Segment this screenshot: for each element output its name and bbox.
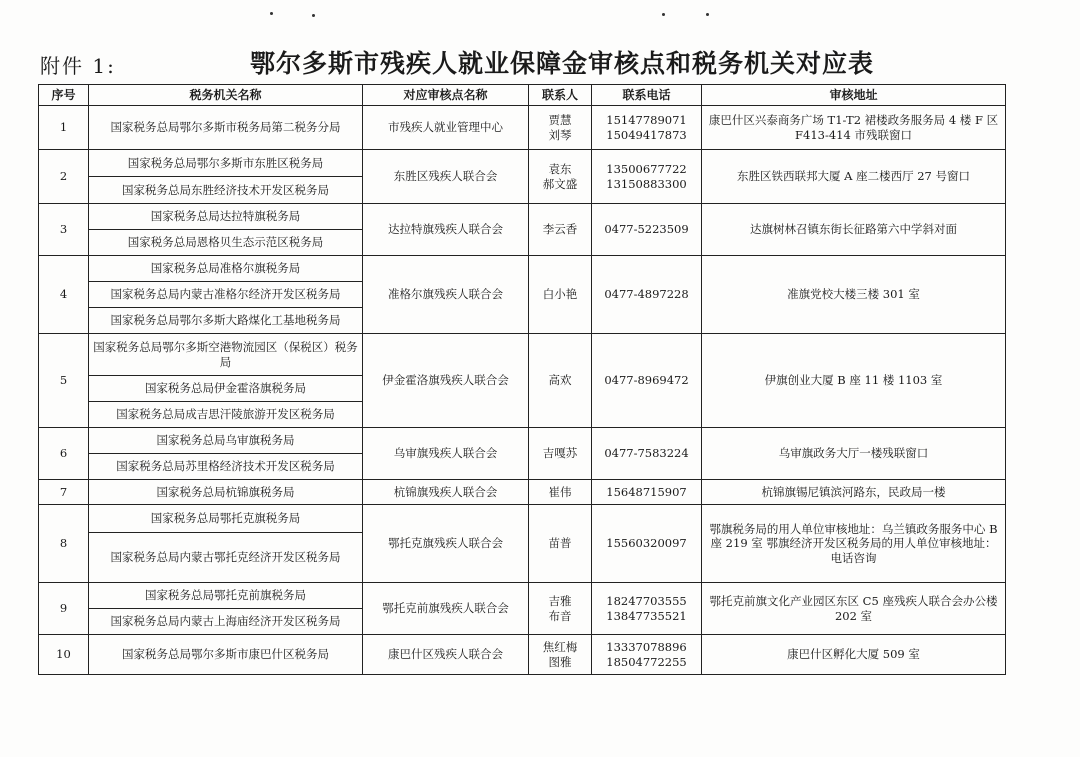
tax-office: 国家税务总局苏里格经济技术开发区税务局 [89,454,363,480]
contact [529,583,592,635]
review-point: 康巴什区残疾人联合会 [363,635,529,675]
tax-office: 国家税务总局乌审旗税务局 [89,428,363,454]
phone-number: 13150883300 [606,176,687,191]
contact-name: 贾慧 [548,113,572,128]
review-point: 杭锦旗残疾人联合会 [363,480,529,505]
row-no: 5 [39,334,89,428]
tax-office: 国家税务总局恩格贝生态示范区税务局 [89,230,363,256]
table-row [39,635,1006,675]
contact [529,150,592,204]
header-no: 序号 [39,85,89,106]
scan-dot [662,13,665,16]
phone-number: 15147789071 [606,113,687,128]
row-no: 9 [39,583,89,635]
tax-office: 国家税务总局成吉思汗陵旅游开发区税务局 [89,402,363,428]
tax-office: 国家税务总局伊金霍洛旗税务局 [89,376,363,402]
header-phone: 联系电话 [592,85,702,106]
tax-office: 国家税务总局鄂尔多斯大路煤化工基地税务局 [89,308,363,334]
review-point: 鄂托克旗残疾人联合会 [363,505,529,583]
scan-dot [706,13,709,16]
header-review-point: 对应审核点名称 [363,85,529,106]
tax-office: 国家税务总局内蒙古上海庙经济开发区税务局 [89,609,363,635]
review-point: 伊金霍洛旗残疾人联合会 [363,334,529,428]
review-point: 东胜区残疾人联合会 [363,150,529,204]
row-no: 1 [39,106,89,150]
contact: 吉嘎苏 [529,428,592,480]
table-row [39,428,1006,454]
header-contact: 联系人 [529,85,592,106]
contact [529,106,592,150]
phone: 0477-4897228 [592,256,702,334]
table-row [39,106,1006,150]
table-row [39,505,1006,533]
correspondence-table [38,84,1006,675]
scan-dot [312,14,315,17]
table-row [39,150,1006,177]
document-header [40,40,1040,90]
header-tax-office: 税务机关名称 [89,85,363,106]
table-row [39,204,1006,230]
phone [592,635,702,675]
row-no: 3 [39,204,89,256]
table-row [39,256,1006,282]
phone: 0477-8969472 [592,334,702,428]
tax-office: 国家税务总局杭锦旗税务局 [89,480,363,505]
address: 康巴什区兴泰商务广场 T1-T2 裙楼政务服务局 4 楼 F 区 F413-414 市残联窗口 [702,106,1006,150]
contact: 高欢 [529,334,592,428]
phone-number: 18504772255 [606,654,687,669]
review-point: 准格尔旗残疾人联合会 [363,256,529,334]
contact-name: 布音 [548,608,572,623]
contact: 白小艳 [529,256,592,334]
phone: 15648715907 [592,480,702,505]
address: 东胜区铁西联邦大厦 A 座二楼西厅 27 号窗口 [702,150,1006,204]
address: 杭锦旗锡尼镇滨河路东，民政局一楼 [702,480,1006,505]
phone [592,106,702,150]
contact-name: 刘琴 [548,127,572,142]
scan-marks [0,10,1080,24]
attachment-label: 附件 1: [40,54,116,78]
contact: 崔伟 [529,480,592,505]
table-header-row [39,85,1006,106]
address: 鄂旗税务局的用人单位审核地址：乌兰镇政务服务中心 B 座 219 室 鄂旗经济开发区税务局的用人单位审核地址：电话咨询 [702,505,1006,583]
review-point: 鄂托克前旗残疾人联合会 [363,583,529,635]
contact [529,635,592,675]
tax-office: 国家税务总局鄂尔多斯市康巴什区税务局 [89,635,363,675]
phone [592,583,702,635]
row-no: 7 [39,480,89,505]
address: 达旗树林召镇东街长征路第六中学斜对面 [702,204,1006,256]
row-no: 10 [39,635,89,675]
phone-number: 13337078896 [606,640,687,655]
tax-office: 国家税务总局鄂尔多斯市税务局第二税务分局 [89,106,363,150]
tax-office: 国家税务总局东胜经济技术开发区税务局 [89,177,363,204]
contact-name: 焦红梅 [542,640,578,655]
contact-name: 袁东 [548,162,572,177]
review-point: 乌审旗残疾人联合会 [363,428,529,480]
document-title: 鄂尔多斯市残疾人就业保障金审核点和税务机关对应表 [250,49,875,78]
address: 伊旗创业大厦 B 座 11 楼 1103 室 [702,334,1006,428]
table-row [39,583,1006,609]
contact-name: 吉雅 [548,594,572,609]
table-row [39,334,1006,376]
contact-name: 图雅 [548,654,572,669]
contact: 李云香 [529,204,592,256]
phone-number: 13500677722 [606,162,687,177]
phone [592,150,702,204]
tax-office: 国家税务总局鄂尔多斯市东胜区税务局 [89,150,363,177]
tax-office: 国家税务总局鄂托克旗税务局 [89,505,363,533]
review-point: 市残疾人就业管理中心 [363,106,529,150]
phone: 0477-5223509 [592,204,702,256]
row-no: 2 [39,150,89,204]
address: 鄂托克前旗文化产业园区东区 C5 座残疾人联合会办公楼 202 室 [702,583,1006,635]
phone-number: 15049417873 [606,127,687,142]
review-point: 达拉特旗残疾人联合会 [363,204,529,256]
phone: 0477-7583224 [592,428,702,480]
tax-office: 国家税务总局鄂托克前旗税务局 [89,583,363,609]
tax-office: 国家税务总局准格尔旗税务局 [89,256,363,282]
scan-dot [270,12,273,15]
contact: 苗普 [529,505,592,583]
address: 乌审旗政务大厅一楼残联窗口 [702,428,1006,480]
phone-number: 13847735521 [606,608,687,623]
tax-office: 国家税务总局达拉特旗税务局 [89,204,363,230]
address: 康巴什区孵化大厦 509 室 [702,635,1006,675]
tax-office: 国家税务总局内蒙古准格尔经济开发区税务局 [89,282,363,308]
phone-number: 18247703555 [606,594,687,609]
contact-name: 郝文盛 [542,176,578,191]
row-no: 6 [39,428,89,480]
tax-office: 国家税务总局内蒙古鄂托克经济开发区税务局 [89,533,363,583]
row-no: 8 [39,505,89,583]
row-no: 4 [39,256,89,334]
table-row [39,480,1006,505]
address: 准旗党校大楼三楼 301 室 [702,256,1006,334]
tax-office: 国家税务总局鄂尔多斯空港物流园区（保税区）税务局 [89,334,363,376]
header-address: 审核地址 [702,85,1006,106]
phone: 15560320097 [592,505,702,583]
